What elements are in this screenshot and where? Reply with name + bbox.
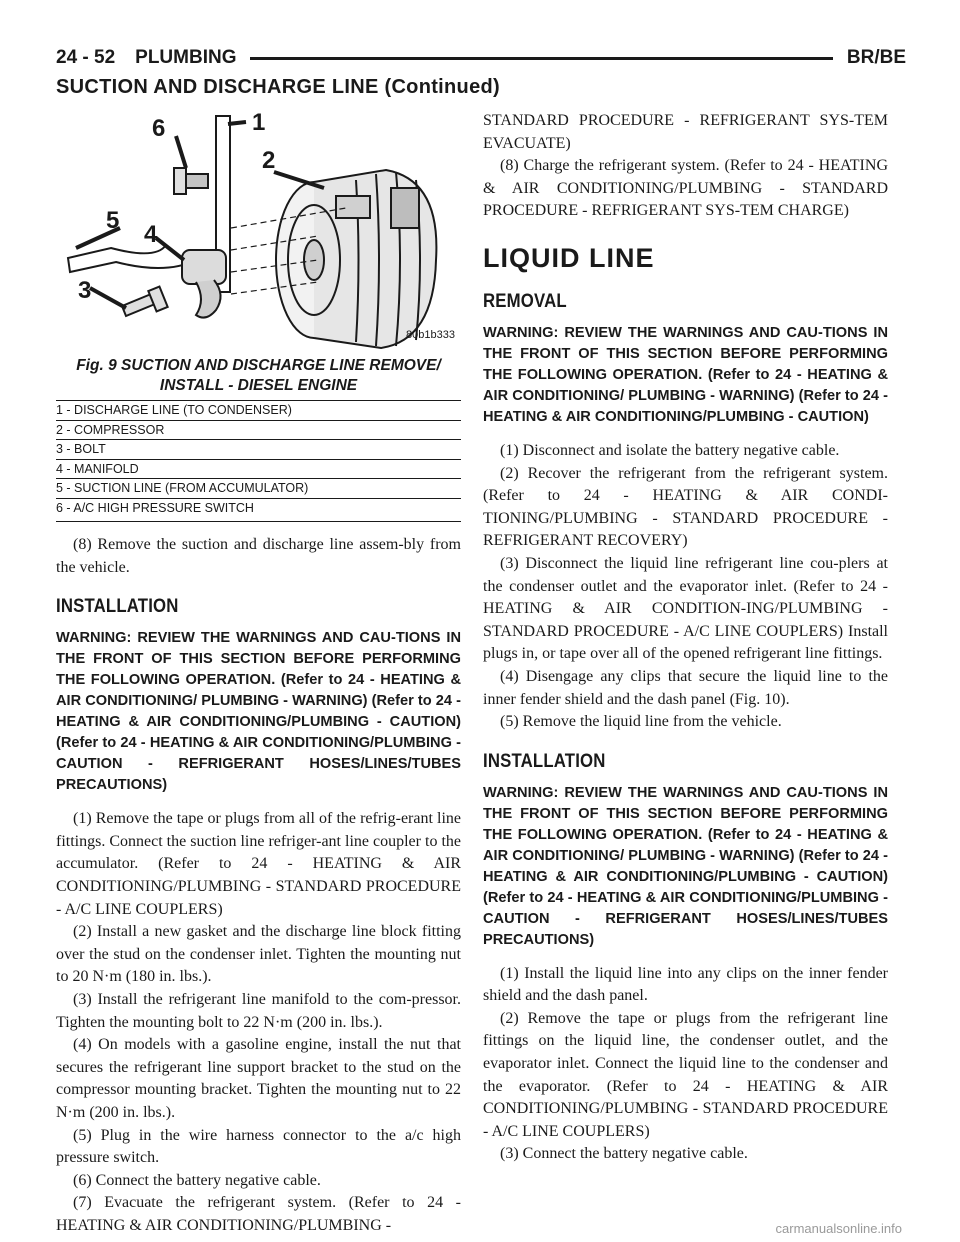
legend-item: 1 - DISCHARGE LINE (TO CONDENSER) bbox=[56, 400, 461, 420]
liquid-line-heading: LIQUID LINE bbox=[483, 242, 655, 273]
callout-6: 6 bbox=[152, 115, 166, 142]
removal-step: (2) Recover the refrigerant from the refrigerant system. (Refer to 24 - HEATING & AIR CONDI-TIONING/PLUMBING - STANDARD PROCEDURE - REFRIGERANT RECOVERY) bbox=[483, 464, 888, 550]
removal-step: (1) Disconnect and isolate the battery negative cable. bbox=[500, 441, 840, 459]
installation-heading: INSTALLATION bbox=[56, 595, 179, 618]
liquid-install-step: (2) Remove the tape or plugs from the refrigerant line fittings on the liquid line, the condenser outlet, and the evaporator inlet. Connect the liquid line to the condenser and the evaporator. (Refer to 24 - HEATING & AIR CONDITIONING/PLUMBING - STANDARD PROCEDURE - A/C LINE COUPLERS) bbox=[483, 1009, 888, 1140]
figure-image-code: 80b1b333 bbox=[406, 329, 455, 341]
suction-discharge-line-illustration bbox=[56, 110, 461, 355]
liquid-installation-heading: INSTALLATION bbox=[483, 749, 606, 772]
header-rule bbox=[250, 57, 832, 60]
install-step: (5) Plug in the wire harness connector to the a/c high pressure switch. bbox=[56, 1126, 461, 1167]
figure-legend bbox=[56, 400, 461, 522]
install-step: (1) Remove the tape or plugs from all of the refrig-erant line fittings. Connect the suction line refriger-ant line coupler to the accumulator. (Refer to 24 - HEATING & AIR CONDITIONING/PLUMBING - STANDARD PROCEDURE - A/C LINE COUPLERS) bbox=[56, 810, 461, 918]
page-header bbox=[56, 44, 906, 72]
section-name: PLUMBING bbox=[135, 47, 237, 68]
callout-4: 4 bbox=[144, 221, 158, 248]
install-step: (7) Evacuate the refrigerant system. (Refer to 24 - HEATING & AIR CONDITIONING/PLUMBING - bbox=[56, 1194, 461, 1234]
legend-item: 6 - A/C HIGH PRESSURE SWITCH bbox=[56, 498, 461, 518]
right-column bbox=[483, 110, 888, 1166]
removal-step-8: (8) Remove the suction and discharge line assem-bly from the vehicle. bbox=[56, 536, 461, 576]
removal-step: (4) Disengage any clips that secure the liquid line to the inner fender shield and the dash panel (Fig. 10). bbox=[483, 667, 888, 708]
removal-step: (3) Disconnect the liquid line refrigerant line cou-plers at the condenser outlet and the evaporator inlet. (Refer to 24 - HEATING & AIR CONDITION-ING/PLUMBING - STANDARD PROCEDURE - A/C LINE COUPLERS) Install plugs in, or tape over all of the opened refrigerant line fittings. bbox=[483, 554, 888, 663]
callout-5: 5 bbox=[106, 207, 120, 234]
page-number: 24 - 52 bbox=[56, 47, 116, 68]
figure-9 bbox=[56, 110, 461, 355]
install-step: (6) Connect the battery negative cable. bbox=[73, 1171, 321, 1189]
installation-warning: WARNING: REVIEW THE WARNINGS AND CAU-TIONS IN THE FRONT OF THIS SECTION BEFORE PERFORMING THE FOLLOWING OPERATION. (Refer to 24 - HEATING & AIR CONDITIONING/ PLUMBING - WARNING) (Refer to 24 - HEATING & AIR CONDITIONING/PLUMBING - CAUTION)(Refer to 24 - HEATING & AIR CONDITIONING/PLUMBING - CAUTION - REFRIGERANT HOSES/LINES/TUBES PRECAUTIONS) bbox=[56, 630, 461, 794]
callout-2: 2 bbox=[262, 147, 276, 174]
install-step: (4) On models with a gasoline engine, install the nut that secures the refrigerant line support bracket to the stud on the compressor mounting bracket. Tighten the mounting nut to 22 N·m (200 in. lbs.). bbox=[56, 1036, 461, 1121]
continued-title: SUCTION AND DISCHARGE LINE (Continued) bbox=[56, 76, 500, 98]
figure-caption bbox=[56, 355, 461, 396]
model-code: BR/BE bbox=[846, 47, 906, 68]
removal-heading: REMOVAL bbox=[483, 289, 567, 312]
watermark: carmanualsonline.info bbox=[775, 1221, 902, 1236]
legend-item: 4 - MANIFOLD bbox=[56, 459, 461, 479]
install-step: (2) Install a new gasket and the discharge line block fitting over the stud on the condenser inlet. Tighten the mounting nut to 20 N·m (180 in. lbs.). bbox=[56, 923, 461, 986]
install-step: (3) Install the refrigerant line manifold to the com-pressor. Tighten the mounting bolt to 22 N·m (200 in. lbs.). bbox=[56, 990, 461, 1031]
liquid-installation-warning: WARNING: REVIEW THE WARNINGS AND CAU-TIONS IN THE FRONT OF THIS SECTION BEFORE PERFORMING THE FOLLOWING OPERATION. (Refer to 24 - HEATING & AIR CONDITIONING/ PLUMBING - WARNING) (Refer to 24 - HEATING & AIR CONDITIONING/PLUMBING - CAUTION)(Refer to 24 - HEATING & AIR CONDITIONING/PLUMBING - CAUTION - REFRIGERANT HOSES/LINES/TUBES PRECAUTIONS) bbox=[483, 784, 888, 948]
callout-3: 3 bbox=[78, 277, 92, 304]
charge-step-8: (8) Charge the refrigerant system. (Refer to 24 - HEATING & AIR CONDITIONING/PLUMBING - STANDARD PROCEDURE - REFRIGERANT SYS-TEM CHARGE) bbox=[483, 157, 888, 220]
callout-1: 1 bbox=[252, 110, 266, 136]
figure-caption-line2: INSTALL - DIESEL ENGINE bbox=[159, 377, 358, 394]
legend-item: 3 - BOLT bbox=[56, 439, 461, 459]
left-column bbox=[56, 110, 461, 1237]
removal-step: (5) Remove the liquid line from the vehicle. bbox=[500, 713, 782, 731]
legend-item: 5 - SUCTION LINE (FROM ACCUMULATOR) bbox=[56, 478, 461, 498]
liquid-install-step: (3) Connect the battery negative cable. bbox=[500, 1145, 748, 1163]
liquid-install-step: (1) Install the liquid line into any clips on the inner fender shield and the dash panel. bbox=[483, 964, 888, 1005]
continued-text: STANDARD PROCEDURE - REFRIGERANT SYS-TEM EVACUATE) bbox=[483, 112, 888, 152]
legend-item: 2 - COMPRESSOR bbox=[56, 420, 461, 440]
removal-warning: WARNING: REVIEW THE WARNINGS AND CAU-TIONS IN THE FRONT OF THIS SECTION BEFORE PERFORMING THE FOLLOWING OPERATION. (Refer to 24 - HEATING & AIR CONDITIONING/ PLUMBING - WARNING) (Refer to 24 - HEATING & AIR CONDITIONING/PLUMBING - CAUTION) bbox=[483, 324, 888, 425]
figure-caption-line1: Fig. 9 SUCTION AND DISCHARGE LINE REMOVE/ bbox=[76, 357, 441, 374]
